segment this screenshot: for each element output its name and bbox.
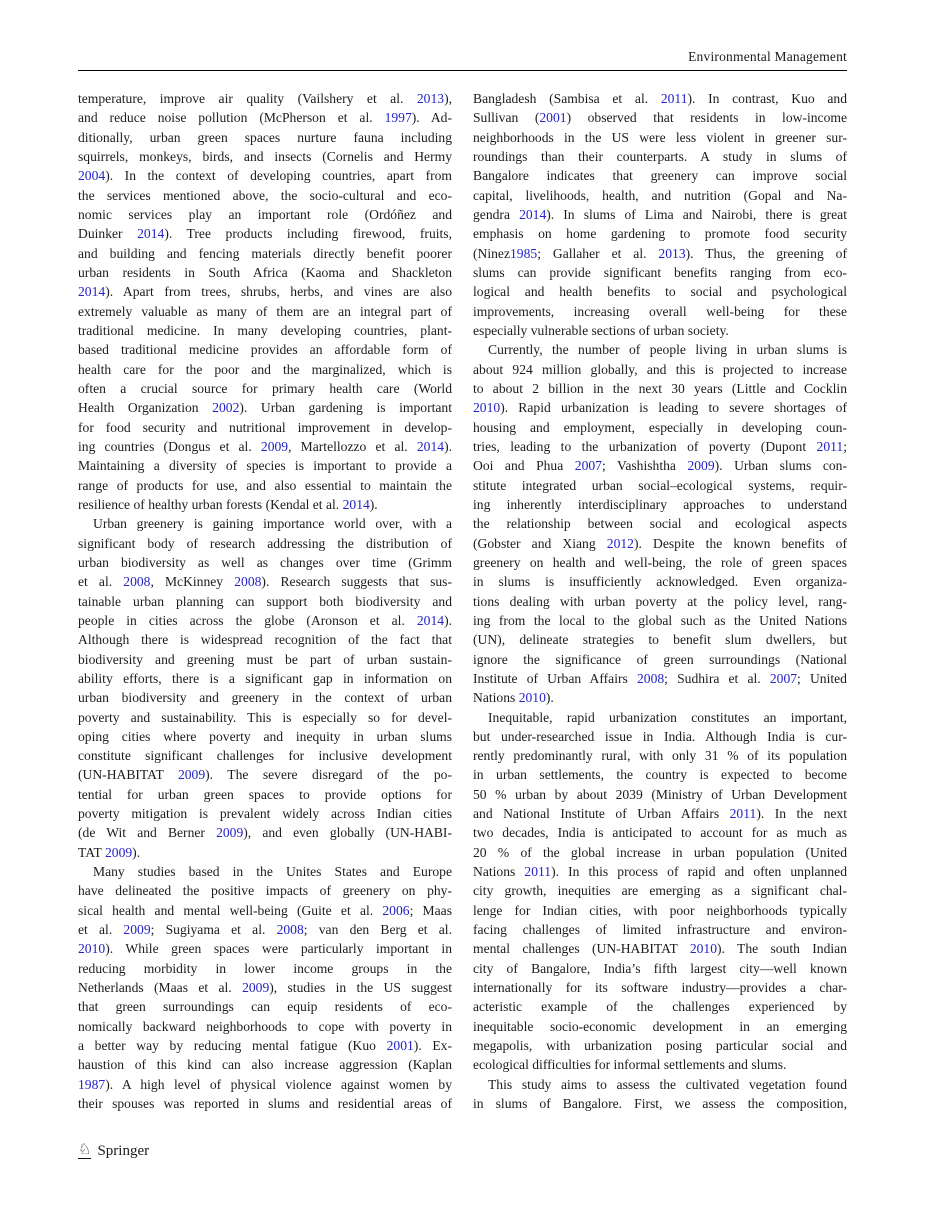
text-line: slums can provide significant benefits ranging from eco-	[473, 264, 847, 280]
citation-link[interactable]: 2008	[123, 574, 151, 590]
text-line: TAT 2009).	[78, 844, 141, 860]
text-line: Urban greenery is gaining importance world over, with a	[93, 516, 452, 532]
text-line: improvements, increasing overall well-being for these	[473, 303, 847, 319]
citation-link[interactable]: 1985	[510, 245, 538, 261]
text-line: lenge for Indian cities, with poor neighborhoods typically	[473, 902, 847, 918]
text-line: mental challenges (UN-HABITAT 2010). The south Indian	[473, 941, 847, 957]
text-line: inequitable socio-economic development in an emerging	[473, 1018, 847, 1034]
text-line: 1987). A high level of physical violence against women by	[78, 1076, 452, 1092]
text-line: internationally for its software industry—provides a char-	[473, 980, 847, 996]
text-line: greenery on health and well-being, the role of green spaces	[473, 554, 847, 570]
text-line: to about 2 billion in the next 30 years (Little and Cocklin	[473, 380, 847, 396]
citation-link[interactable]: 2009	[177, 767, 206, 783]
citation-link[interactable]: 2009	[260, 438, 289, 454]
text-line: 2010). While green spaces were particularly important in	[78, 941, 452, 957]
text-line: for food security and nutritional improvement in develop-	[78, 419, 452, 435]
citation-link[interactable]: 2001	[539, 110, 567, 126]
text-line: nomic services play an important role (Ordóñez and	[78, 206, 452, 222]
citation-link[interactable]: 2009	[242, 980, 270, 996]
text-line: (de Wit and Berner 2009), and even globally (UN-HABI-	[78, 825, 452, 841]
text-line: in slums is insufficiently acknowledged. Even organiza-	[473, 574, 847, 590]
text-line: Bangladesh (Sambisa et al. 2011). In contrast, Kuo and	[473, 91, 847, 106]
text-line: Bangalore indicates that greenery can improve social	[473, 168, 847, 184]
citation-link[interactable]: 2009	[104, 844, 133, 860]
text-line: extremely valuable as many of them are an integral part of	[78, 303, 452, 319]
text-line: (UN-HABITAT 2009). The severe disregard of the po-	[78, 767, 452, 783]
text-line: emphasis on home gardening to promote food security	[473, 226, 847, 242]
text-line: based traditional medicine provides an affordable form of	[78, 342, 452, 358]
text-line: sical health and mental well-being (Guite et al. 2006; Maas	[78, 902, 452, 918]
text-line: people in cities across the globe (Aronson et al. 2014).	[78, 612, 452, 628]
text-line: Sullivan (2001) observed that residents in low-income	[473, 110, 847, 126]
text-line: Currently, the number of people living in urban slums is	[488, 342, 847, 358]
citation-link[interactable]: 2009	[687, 458, 715, 474]
text-line: and National Institute of Urban Affairs 2011). In the next	[473, 806, 847, 822]
text-line: (UN), delineate strategies to benefit slum dwellers, but	[473, 632, 847, 648]
text-line: megapolis, with urbanization posing particular social and	[473, 1038, 847, 1054]
text-line: temperature, improve air quality (Vailshery et al. 2013),	[78, 91, 452, 106]
text-line: Ooi and Phua 2007; Vashishtha 2009). Urban slums con-	[473, 458, 847, 474]
text-line: poverty and sustainability. This is especially so for devel-	[78, 709, 452, 725]
citation-link[interactable]: 1987	[78, 1076, 106, 1092]
text-line: neighborhoods in the US were less violent in greener sur-	[473, 129, 847, 145]
citation-link[interactable]: 2014	[519, 206, 547, 222]
text-line: ecological difficulties for informal settlements and slums.	[473, 1057, 787, 1073]
citation-link[interactable]: 2011	[816, 438, 844, 454]
text-line: et al. 2009; Sugiyama et al. 2008; van den Berg et al.	[78, 922, 452, 938]
text-line: Nations 2011). In this process of rapid and often unplanned	[473, 864, 847, 880]
paragraph	[473, 1075, 847, 1114]
citation-link[interactable]: 2013	[658, 245, 686, 261]
text-line: ignore the significance of green surroundings (National	[473, 651, 847, 667]
text-line: traditional medicine. In many developing countries, plant-	[78, 322, 452, 338]
text-line: reducing morbidity in lower income groups in the	[78, 960, 452, 976]
text-line: urban biodiversity as well as changes over time (Grimm	[78, 554, 452, 570]
citation-link[interactable]: 2010	[473, 400, 501, 416]
text-line: acteristic example of the challenges experienced by	[473, 999, 847, 1015]
text-line: 50 % urban by about 2039 (Ministry of Urban Development	[473, 786, 847, 802]
text-line: Nations 2010).	[473, 690, 554, 706]
citation-link[interactable]: 2002	[212, 400, 240, 416]
text-line: health care for the poor and the marginalized, which is	[78, 361, 452, 377]
paragraph	[473, 340, 847, 707]
springer-logo-icon: ♘	[78, 1140, 92, 1158]
journal-title: Environmental Management	[688, 49, 847, 64]
text-line: rently predominantly rural, with only 31 % of its population	[473, 748, 847, 764]
citation-link[interactable]: 2014	[342, 496, 370, 512]
citation-link[interactable]: 2004	[78, 168, 106, 184]
text-line: in urban settlements, the country is expected to become	[473, 767, 847, 783]
text-line: This study aims to assess the cultivated vegetation found	[488, 1076, 847, 1092]
text-line: housing and employment, especially in developing coun-	[473, 419, 847, 435]
text-line: especially vulnerable sections of urban society.	[473, 322, 729, 338]
text-line: city of Bangalore, India’s fifth largest city—well known	[473, 960, 847, 976]
citation-link[interactable]: 2014	[78, 284, 106, 300]
text-line: Many studies based in the Unites States and Europe	[93, 864, 452, 880]
citation-link[interactable]: 2014	[137, 226, 165, 242]
text-line: nomically backward neighborhoods to cope with poverty in	[78, 1018, 452, 1034]
left-column	[78, 89, 452, 1113]
citation-link[interactable]: 2010	[518, 690, 546, 706]
publisher-footer	[78, 1142, 149, 1159]
text-line: biodiversity and greening must be part of urban sustain-	[78, 651, 452, 667]
text-line: capital, livelihoods, health, and nutrition (Gopal and Na-	[473, 187, 847, 203]
text-line: and building and fencing materials directly benefit poorer	[78, 245, 452, 261]
text-line: the services mentioned above, the socio-cultural and eco-	[78, 187, 452, 203]
text-line: 20 % of the global increase in urban population (United	[473, 844, 847, 860]
text-line: ing countries (Dongus et al. 2009, Martellozzo et al. 2014).	[78, 438, 452, 454]
citation-link[interactable]: 2011	[524, 864, 552, 880]
text-line: Institute of Urban Affairs 2008; Sudhira et al. 2007; United	[473, 670, 847, 686]
text-line: tions dealing with urban poverty at the policy level, rang-	[473, 593, 847, 609]
citation-link[interactable]: 2014	[416, 612, 445, 628]
text-line: haustion of this kind can also increase aggression (Kaplan	[78, 1057, 452, 1073]
citation-link[interactable]: 2011	[660, 91, 688, 106]
text-line: have delineated the positive impacts of greenery on phy-	[78, 883, 452, 899]
citation-link[interactable]: 2010	[78, 941, 106, 957]
text-line: urban residents in South Africa (Kaoma and Shackleton	[78, 264, 452, 280]
citation-link[interactable]: 2013	[416, 91, 445, 106]
text-line: but under-researched issue in India. Although India is cur-	[473, 728, 847, 744]
right-column	[473, 89, 847, 1113]
text-line: in slums of Bangalore. First, we assess the composition,	[473, 1096, 847, 1112]
text-line: resilience of healthy urban forests (Kendal et al. 2014).	[78, 496, 378, 512]
text-line: urban biodiversity and greenery in the context of urban	[78, 690, 452, 706]
text-line: (Ninez1985; Gallaher et al. 2013). Thus, the greening of	[473, 245, 847, 261]
text-line: city growth, inequities are emerging as a significant chal-	[473, 883, 847, 899]
text-line: often a crucial source for primary health care (World	[78, 380, 452, 396]
citation-link[interactable]: 1997	[384, 110, 412, 126]
text-line: range of products for use, and also essential to maintain the	[78, 477, 452, 493]
text-line: ability efforts, there is a significant gap in information on	[78, 670, 452, 686]
text-line: oping cities where poverty and inequity in urban slums	[78, 728, 452, 744]
text-line: 2004). In the context of developing countries, apart from	[78, 168, 452, 184]
citation-link[interactable]: 2012	[606, 535, 634, 551]
paragraph	[473, 89, 847, 340]
paragraph	[78, 862, 452, 1113]
citation-link[interactable]: 2014	[416, 438, 445, 454]
text-line: (Gobster and Xiang 2012). Despite the known benefits of	[473, 535, 847, 551]
text-line: ing from the local to the global such as the United Nations	[473, 612, 847, 628]
text-line: their spouses was reported in slums and residential areas of	[78, 1096, 452, 1112]
text-line: Although there is widespread recognition of the fact that	[78, 632, 452, 648]
citation-link[interactable]: 2006	[382, 902, 410, 918]
text-line: et al. 2008, McKinney 2008). Research suggests that sus-	[78, 574, 452, 590]
text-line: 2014). Apart from trees, shrubs, herbs, and vines are also	[78, 284, 452, 300]
citation-link[interactable]: 2008	[636, 670, 665, 686]
text-line: and reduce noise pollution (McPherson et al. 1997). Ad-	[78, 110, 452, 126]
text-line: Maintaining a diversity of species is important to provide a	[78, 458, 452, 474]
text-line: Inequitable, rapid urbanization constitutes an important,	[488, 709, 847, 725]
paragraph	[473, 708, 847, 1075]
text-line: logical and health benefits to social and psychological	[473, 284, 847, 300]
text-line: about 924 million globally, and this is projected to increase	[473, 361, 847, 377]
text-line: two decades, India is anticipated to account for as much as	[473, 825, 847, 841]
text-line: poverty mitigation is prevalent widely across Indian cities	[78, 806, 452, 822]
text-line: Health Organization 2002). Urban gardening is important	[78, 400, 452, 416]
text-line: tries, leading to the urbanization of poverty (Dupont 2011;	[473, 438, 847, 454]
text-line: roundings than their counterparts. A study in slums of	[473, 148, 847, 164]
citation-link[interactable]: 2008	[276, 922, 304, 938]
text-line: a better way by reducing mental fatigue (Kuo 2001). Ex-	[78, 1038, 452, 1054]
text-line: 2010). Rapid urbanization is leading to severe shortages of	[473, 400, 847, 416]
paragraph	[78, 89, 452, 514]
text-line: Netherlands (Maas et al. 2009), studies in the US suggest	[78, 980, 452, 996]
text-line: ditionally, urban green spaces nurture fauna including	[78, 129, 452, 145]
text-line: tential for urban green spaces to provide options for	[78, 786, 452, 802]
text-line: stitute integrated urban social–ecological systems, requir-	[473, 477, 847, 493]
text-line: that green surroundings can equip residents of eco-	[78, 999, 452, 1015]
citation-link[interactable]: 2011	[729, 806, 757, 822]
text-line: the relationship between social and ecological aspects	[473, 516, 847, 532]
citation-link[interactable]: 2009	[123, 922, 151, 938]
text-line: squirrels, monkeys, birds, and insects (Cornelis and Hermy	[78, 148, 452, 164]
text-line: facing challenges of limited infrastructure and environ-	[473, 922, 847, 938]
citation-link[interactable]: 2010	[689, 941, 718, 957]
text-line: tainable urban planning can support both biodiversity and	[78, 593, 452, 609]
citation-link[interactable]: 2007	[574, 458, 602, 474]
text-line: constitute significant challenges for inclusive development	[78, 748, 452, 764]
citation-link[interactable]: 2007	[769, 670, 798, 686]
text-line: ing inherently interdisciplinary approaches to understand	[473, 496, 847, 512]
paragraph	[78, 514, 452, 862]
citation-link[interactable]: 2009	[216, 825, 244, 841]
citation-link[interactable]: 2008	[234, 574, 262, 590]
text-line: gendra 2014). In slums of Lima and Nairobi, there is great	[473, 206, 847, 222]
text-line: Duinker 2014). Tree products including firewood, fruits,	[78, 226, 452, 242]
article-body	[78, 89, 847, 1113]
publisher-name: Springer	[97, 1142, 150, 1159]
citation-link[interactable]: 2001	[386, 1038, 414, 1054]
header-rule	[78, 70, 847, 71]
text-line: significant body of research addressing the distribution of	[78, 535, 452, 551]
